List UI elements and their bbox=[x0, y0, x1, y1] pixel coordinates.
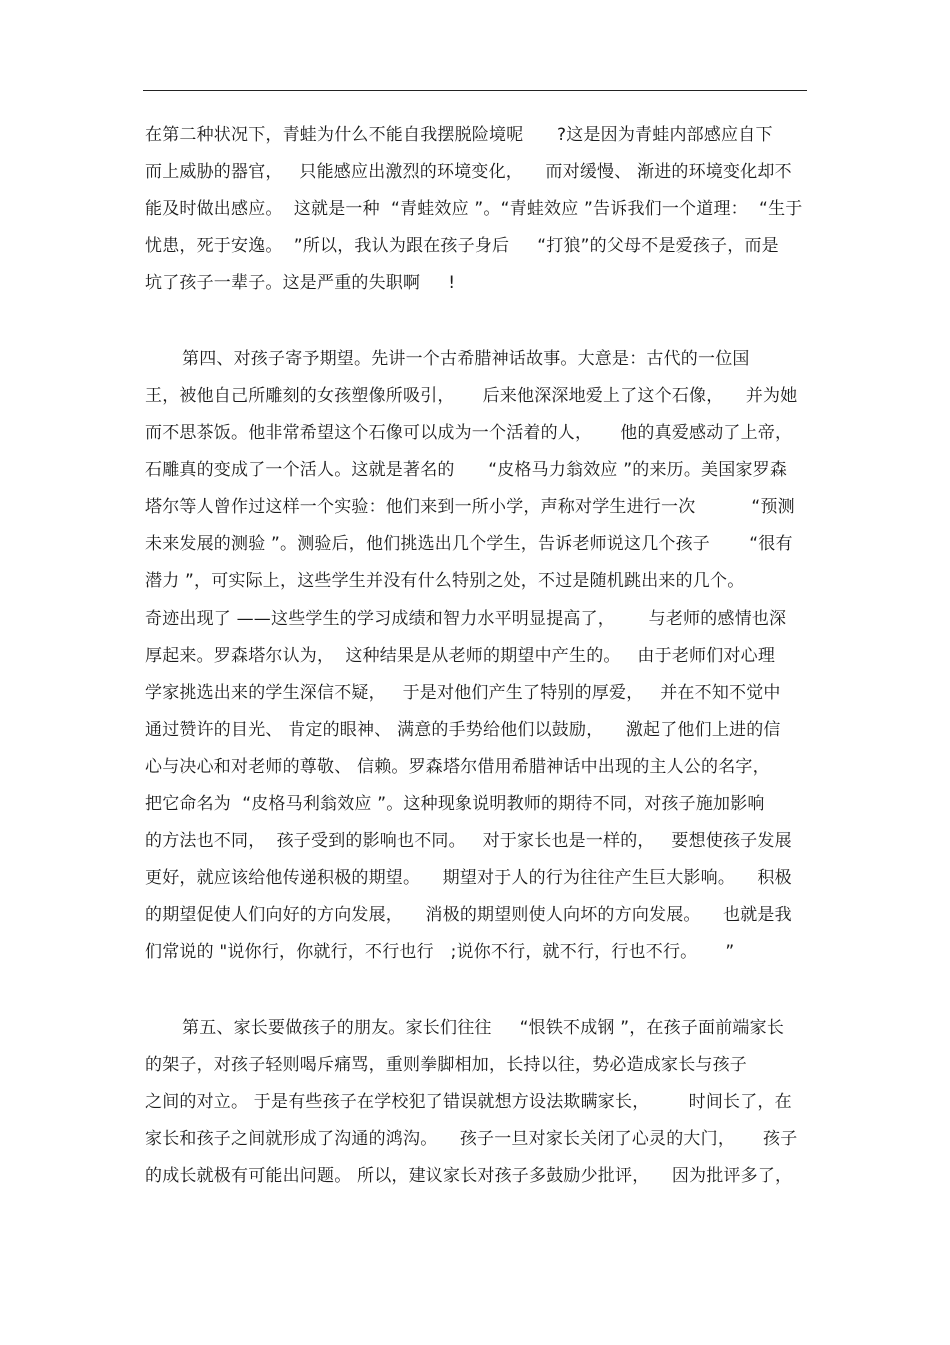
text-line: 把它命名为 “皮格马利翁效应 ”。这种现象说明教师的期待不同，对孩子施加影响 bbox=[145, 794, 765, 814]
text-line: 奇迹出现了 ——这些学生的学习成绩和智力水平明显提高了， 与老师的感情也深 bbox=[145, 609, 787, 629]
text-line: 坑了孩子一辈子。这是严重的失职啊 ! bbox=[145, 273, 456, 293]
text-line: 在第二种状况下，青蛙为什么不能自我摆脱险境呢 ?这是因为青蛙内部感应自下 bbox=[145, 125, 773, 145]
text-line: 厚起来。罗森塔尔认为， 这种结果是从老师的期望中产生的。 由于老师们对心理 bbox=[145, 646, 776, 666]
text-line: 潜力 ”，可实际上，这些学生并没有什么特别之处，不过是随机跳出来的几个。 bbox=[145, 571, 745, 591]
text-line: 家长和孩子之间就形成了沟通的鸿沟。 孩子一旦对家长关闭了心灵的大门， 孩子 bbox=[145, 1129, 798, 1149]
text-line: 而上威胁的器官， 只能感应出激烈的环境变化， 而对缓慢、 渐进的环境变化却不 bbox=[145, 162, 792, 182]
text-line: 第五、家长要做孩子的朋友。家长们往往 “恨铁不成钢 ”，在孩子面前端家长 bbox=[182, 1018, 785, 1038]
text-line: 第四、对孩子寄予期望。先讲一个古希腊神话故事。大意是：古代的一位国 bbox=[182, 349, 750, 369]
text-line: 们常说的 "说你行，你就行，不行也行 ;说你不行，就不行，行也不行。 ” bbox=[145, 942, 735, 962]
text-line: 的方法也不同， 孩子受到的影响也不同。 对于家长也是一样的， 要想使孩子发展 bbox=[145, 831, 792, 851]
text-line: 忧患，死于安逸。 ”所以，我认为跟在孩子身后 “打狼”的父母不是爱孩子，而是 bbox=[145, 236, 779, 256]
text-line: 王，被他自己所雕刻的女孩塑像所吸引， 后来他深深地爱上了这个石像， 并为她 bbox=[145, 386, 798, 406]
header-rule bbox=[143, 90, 807, 91]
text-line: 石雕真的变成了一个活人。这就是著名的 “皮格马力翁效应 ”的来历。美国家罗森 bbox=[145, 460, 788, 480]
text-line: 的成长就极有可能出问题。 所以，建议家长对孩子多鼓励少批评， 因为批评多了， bbox=[145, 1166, 793, 1186]
text-line: 的期望促使人们向好的方向发展， 消极的期望则使人向坏的方向发展。 也就是我 bbox=[145, 905, 792, 925]
text-line: 之间的对立。 于是有些孩子在学校犯了错误就想方设法欺瞒家长， 时间长了，在 bbox=[145, 1092, 792, 1112]
text-line: 更好，就应该给他传递积极的期望。 期望对于人的行为往往产生巨大影响。 积极 bbox=[145, 868, 792, 888]
text-line: 塔尔等人曾作过这样一个实验：他们来到一所小学，声称对学生进行一次 “预测 bbox=[145, 497, 795, 517]
text-line: 学家挑选出来的学生深信不疑， 于是对他们产生了特别的厚爱， 并在不知不觉中 bbox=[145, 683, 781, 703]
text-line: 的架子，对孩子轻则喝斥痛骂，重则拳脚相加，长持以往，势必造成家长与孩子 bbox=[145, 1055, 747, 1075]
text-line: 通过赞许的目光、 肯定的眼神、 满意的手势给他们以鼓励， 激起了他们上进的信 bbox=[145, 720, 781, 740]
text-line: 能及时做出感应。 这就是一种 “青蛙效应 ”。“青蛙效应 ”告诉我们一个道理： “生于 bbox=[145, 199, 803, 219]
text-line: 未来发展的测验 ”。测验后，他们挑选出几个学生，告诉老师说这几个孩子 “很有 bbox=[145, 534, 793, 554]
text-line: 而不思茶饭。他非常希望这个石像可以成为一个活着的人， 他的真爱感动了上帝， bbox=[145, 423, 793, 443]
text-line: 心与决心和对老师的尊敬、 信赖。罗森塔尔借用希腊神话中出现的主人公的名字， bbox=[145, 757, 770, 777]
